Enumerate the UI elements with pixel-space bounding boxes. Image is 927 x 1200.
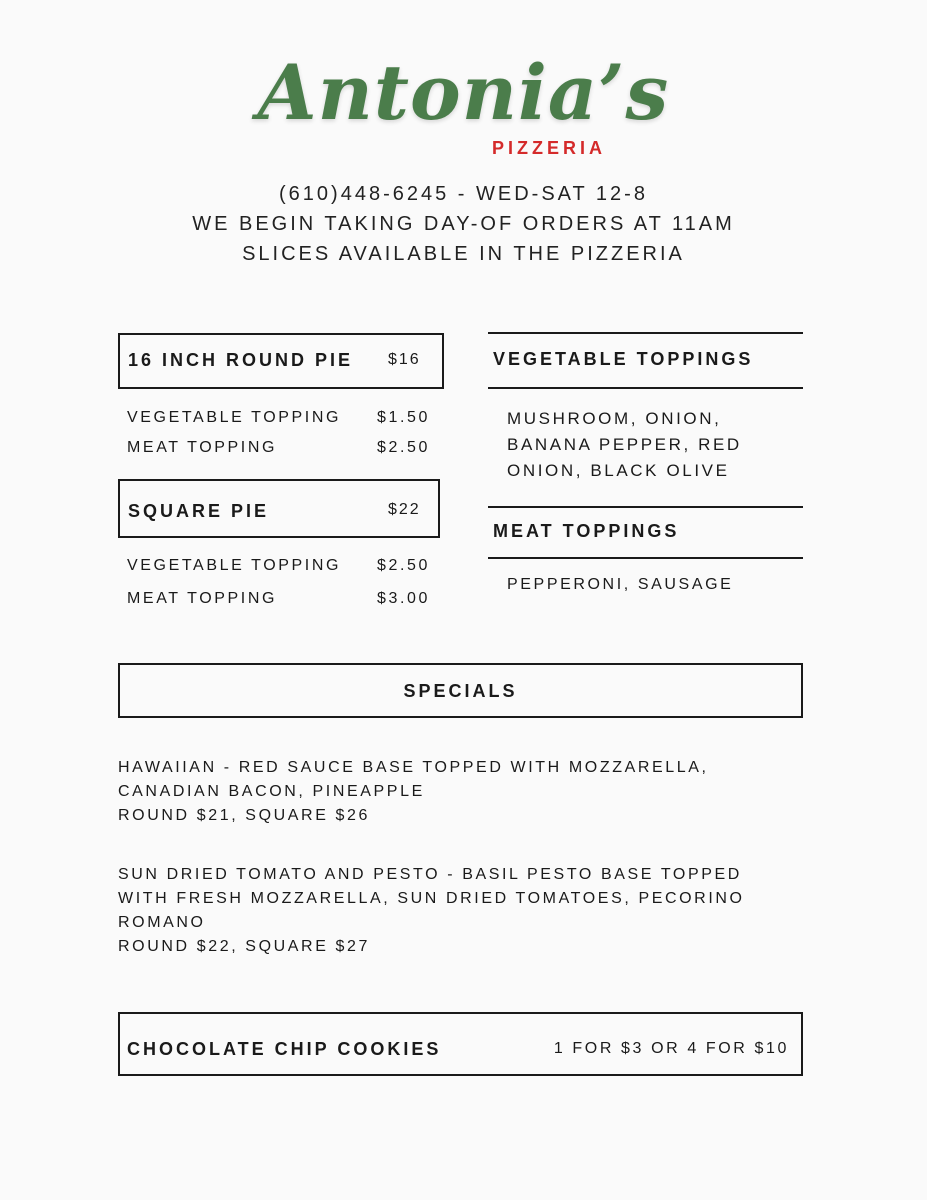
meat-toppings-bottom-rule (488, 557, 803, 559)
round-pie-price: $16 (388, 351, 421, 368)
cookies-title: CHOCOLATE CHIP COOKIES (127, 1039, 442, 1059)
square-pie-box (118, 479, 440, 538)
cookies-price: 1 FOR $3 OR 4 FOR $10 (553, 1040, 789, 1057)
veg-toppings-title: VEGETABLE TOPPINGS (493, 349, 754, 369)
special-line: CANADIAN BACON, PINEAPPLE (118, 783, 425, 800)
special-hawaiian (118, 756, 808, 828)
meat-toppings-list: PEPPERONI, SAUSAGE (507, 576, 734, 593)
round-pie-box (118, 333, 444, 389)
logo-antonias: Antonia’s (257, 48, 670, 137)
round-veg-topping-price: $1.50 (377, 409, 431, 426)
square-veg-topping-label: VEGETABLE TOPPING (127, 557, 342, 574)
round-meat-topping-price: $2.50 (377, 439, 431, 456)
meat-toppings-title: MEAT TOPPINGS (493, 521, 680, 541)
special-line: ROUND $22, SQUARE $27 (118, 938, 371, 955)
veg-toppings-line: ONION, BLACK OLIVE (507, 461, 730, 480)
veg-toppings-list (507, 406, 742, 484)
veg-toppings-line: MUSHROOM, ONION, (507, 409, 722, 428)
special-line: SUN DRIED TOMATO AND PESTO - BASIL PESTO BASE TOPPED (118, 866, 742, 883)
logo-subtitle: PIZZERIA (492, 138, 607, 158)
special-line: HAWAIIAN - RED SAUCE BASE TOPPED WITH MOZZARELLA, (118, 759, 709, 776)
veg-toppings-bottom-rule (488, 387, 803, 389)
specials-box (118, 663, 803, 718)
special-line: ROMANO (118, 914, 206, 931)
veg-toppings-line: BANANA PEPPER, RED (507, 435, 742, 454)
square-veg-topping-price: $2.50 (377, 557, 431, 574)
square-meat-topping-price: $3.00 (377, 590, 431, 607)
orders-note: WE BEGIN TAKING DAY-OF ORDERS AT 11AM (192, 213, 735, 235)
round-veg-topping-label: VEGETABLE TOPPING (127, 409, 342, 426)
meat-toppings-top-rule (488, 506, 803, 508)
special-line: WITH FRESH MOZZARELLA, SUN DRIED TOMATOES, PECORINO (118, 890, 745, 907)
slices-note: SLICES AVAILABLE IN THE PIZZERIA (242, 243, 685, 265)
round-pie-title: 16 INCH ROUND PIE (128, 350, 354, 370)
square-pie-title: SQUARE PIE (128, 501, 270, 521)
round-meat-topping-label: MEAT TOPPING (127, 439, 278, 456)
special-line: ROUND $21, SQUARE $26 (118, 807, 371, 824)
phone-hours: (610)448-6245 - WED-SAT 12-8 (279, 183, 648, 205)
veg-toppings-top-rule (488, 332, 803, 334)
square-meat-topping-label: MEAT TOPPING (127, 590, 278, 607)
specials-title: SPECIALS (403, 681, 518, 701)
cookies-box (118, 1012, 803, 1076)
special-sun-dried-tomato-pesto (118, 863, 808, 959)
square-pie-price: $22 (388, 501, 421, 518)
